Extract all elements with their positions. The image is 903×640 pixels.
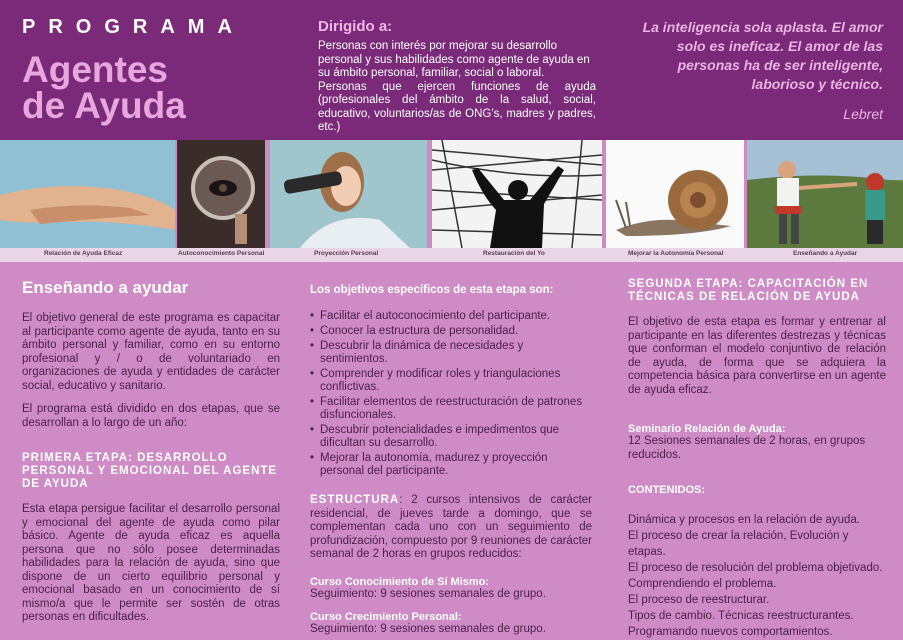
- programa-label: PROGRAMA: [22, 16, 245, 38]
- list-item: • Mejorar la autonomía, madurez y proyección personal del participante.: [310, 452, 592, 478]
- contents-heading: CONTENIDOS:: [628, 484, 705, 496]
- list-item: • Comprender y modificar roles y triangulaciones conflictivas.: [310, 368, 592, 394]
- list-item: • Facilitar el autoconocimiento del participante.: [310, 310, 592, 323]
- course2-title: Curso Crecimiento Personal:: [310, 611, 462, 623]
- seminar-title: Seminario Relación de Ayuda:: [628, 423, 786, 435]
- page-title: Agentes de Ayuda: [22, 49, 186, 126]
- list-item: El proceso de crear la relación, Evolución y etapas.: [628, 530, 849, 558]
- list-item: El proceso de resolución del problema objetivado.: [628, 562, 883, 574]
- column-3: [628, 262, 886, 640]
- paragraph: Esta etapa persigue facilitar el desarrollo personal y emocional del agente de ayuda como pilar básico. Agente de ayuda eficaz es aquella persona que no sólo posee determinadas habilidades para la relación de ayuda, sino que dispone de un cierto equilibrio personal y emocional basado en un conocimiento de sí mismo/a que le permite ser sostén de otras personas en dificultades.: [22, 503, 280, 623]
- caption: Proyección Personal: [314, 250, 379, 257]
- list-item: • Descubrir la dinámica de necesidades y sentimientos.: [310, 340, 592, 366]
- photo-captions: [0, 248, 903, 262]
- seminar-text: 12 Sesiones semanales de 2 horas, en grupos reducidos.: [628, 435, 866, 461]
- caption: Autoconocimiento Personal: [178, 250, 265, 257]
- estructura-text: ESTRUCTURA: 2 cursos intensivos de carácter residencial, de jueves tarde a domingo, que se complementan cada uno con un seguimiento de profundización, compuesto por 9 reuniones de carácter semanal de 2 horas en grupos reducidos:: [310, 494, 592, 560]
- list-item: • Conocer la estructura de personalidad.: [310, 325, 592, 338]
- column-2: [310, 262, 592, 637]
- snail-photo: [606, 140, 744, 248]
- course1-title: Curso Conocimiento de Sí Mismo:: [310, 575, 490, 588]
- caption: Restauración del Yo: [483, 250, 545, 257]
- stage2-heading: SEGUNDA ETAPA: CAPACITACIÓN EN TÉCNICAS DE RELACIÓN DE AYUDA: [628, 278, 869, 303]
- paragraph: El objetivo general de este programa es capacitar al participante como agente de ayuda, tanto en su ámbito personal y familiar, como en su entorno profesional y / o de voluntariado en organizaciones de ayuda y entidades de carácter social, educativo y sanitario.: [22, 312, 280, 392]
- header-band: [0, 0, 903, 140]
- column-1: [22, 262, 280, 625]
- paragraph: El objetivo de esta etapa es formar y entrenar al participante en las diferentes destrezas y técnicas que conforman el modelo conjuntivo de relación de ayuda, de forma que se adquiera la competencia básica para convertirse en un agente de ayuda eficaz.: [628, 316, 886, 396]
- list-item: Dinámica y procesos en la relación de ayuda.: [628, 514, 861, 526]
- list-item: El proceso de reestructurar.: [628, 594, 770, 606]
- barbed-wire-figure-photo: [432, 140, 602, 248]
- contents-list: [628, 512, 886, 640]
- objectives-list: [310, 310, 592, 478]
- quote: La inteligencia sola aplasta. El amor solo es ineficaz. El amor de las personas ha de ser inteligente, laborioso y técnico.: [642, 19, 883, 92]
- quote-author: Lebret: [843, 106, 883, 122]
- list-item: • Facilitar elementos de reestructuración de patrones disfuncionales.: [310, 396, 592, 422]
- caption: Enseñando a Ayudar: [793, 250, 858, 257]
- list-item: Comprendiendo el problema.: [628, 578, 777, 590]
- dirigido-heading: Dirigido a:: [318, 18, 393, 35]
- section-heading: Enseñando a ayudar: [22, 278, 189, 297]
- course2-text: Seguimiento: 9 sesiones semanales de grupo.: [310, 623, 546, 635]
- caption: Relación de Ayuda Eficaz: [44, 250, 123, 257]
- magnifier-eye-photo: [177, 140, 265, 248]
- telescope-woman-photo: [270, 140, 427, 248]
- list-item: Tipos de cambio. Técnicas reestructurantes.: [628, 610, 854, 622]
- list-item: • Descubrir potencialidades e impedimentos que dificultan su desarrollo.: [310, 424, 592, 450]
- stage1-heading: PRIMERA ETAPA: DESARROLLO PERSONAL Y EMOCIONAL DEL AGENTE DE AYUDA: [22, 452, 278, 490]
- paragraph: El programa está dividido en dos etapas, que se desarrollan a lo largo de un año:: [22, 403, 280, 429]
- caption: Mejorar la Autonomía Personal: [628, 250, 724, 257]
- course1-text: Seguimiento: 9 sesiones semanales de grupo.: [310, 587, 546, 600]
- helping-hand-photo: [747, 140, 903, 248]
- objectives-heading: Los objetivos específicos de esta etapa son:: [310, 284, 554, 296]
- list-item: Programando nuevos comportamientos.: [628, 626, 833, 638]
- dirigido-text: Personas con interés por mejorar su desarrollo personal y sus habilidades como agente de ayuda en su ámbito personal, familiar, social o laboral. Personas que ejercen funciones de ayuda (profesionales del ámbito de la salud, social, educativo, voluntarios/as de ONG's, madres y padres, etc.): [318, 40, 596, 133]
- hands-photo: [0, 140, 175, 248]
